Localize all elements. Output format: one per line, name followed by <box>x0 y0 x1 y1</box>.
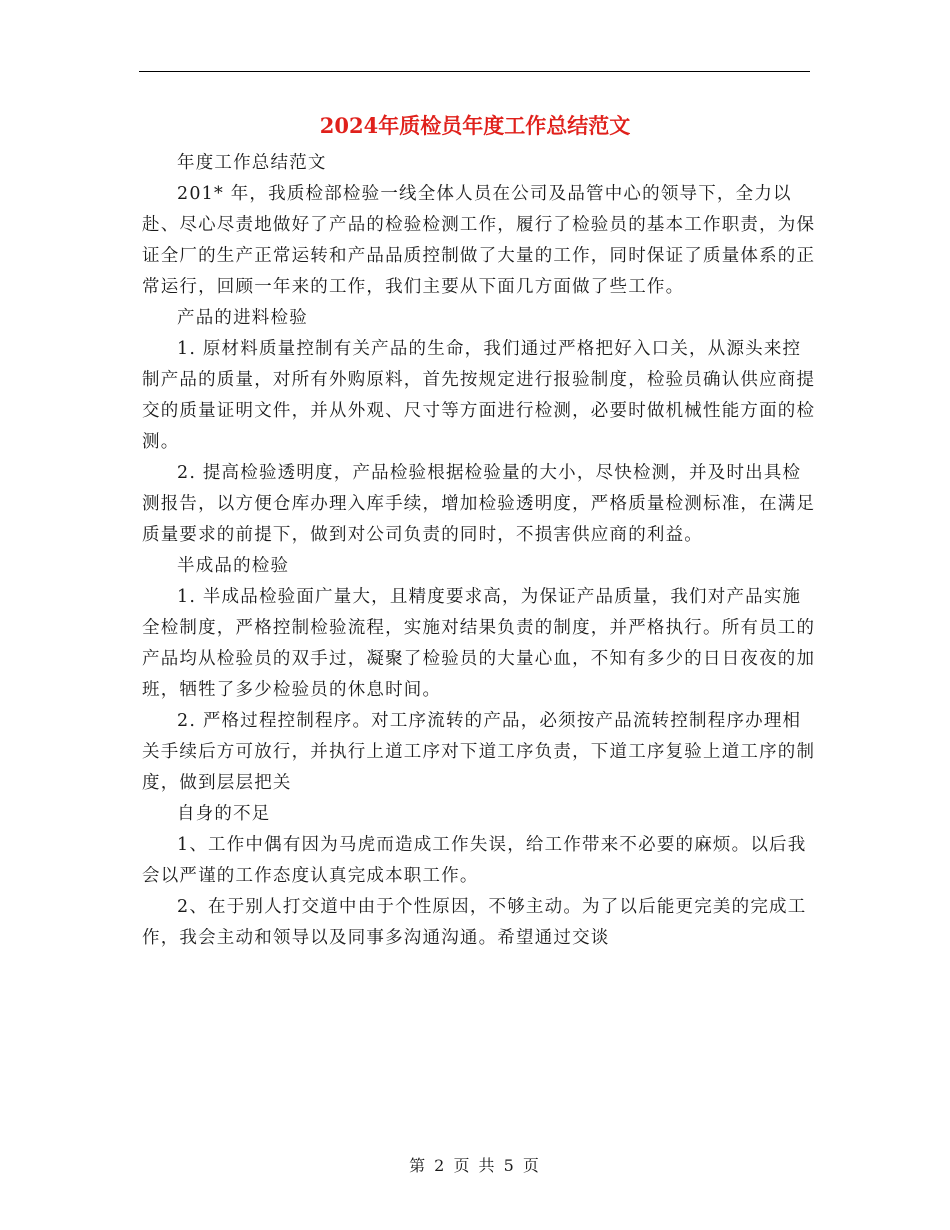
section-heading: 产品的进料检验 <box>177 308 308 328</box>
paragraph: 1、工作中偶有因为马虎而造成工作失误，给工作带来不必要的麻烦。以后我会以严谨的工作态度认真完成本职工作。 <box>142 835 807 886</box>
paragraph: 201* 年，我质检部检验一线全体人员在公司及品管中心的领导下，全力以赴、尽心尽责地做好了产品的检验检测工作，履行了检验员的基本工作职责，为保证全厂的生产正常运转和产品品质控制做了大量的工作，同时保证了质量体系的正常运行，回顾一年来的工作，我们主要从下面几方面做了些工作。 <box>142 184 816 297</box>
document-body <box>142 148 818 954</box>
paragraph-heading: 年度工作总结范文 <box>177 153 327 173</box>
section-heading: 自身的不足 <box>177 804 271 824</box>
section-heading: 半成品的检验 <box>177 556 290 576</box>
paragraph: 1. 原材料质量控制有关产品的生命，我们通过严格把好入口关，从源头来控制产品的质量，对所有外购原料，首先按规定进行报验制度，检验员确认供应商提交的质量证明文件，并从外观、尺寸等方面进行检测，必要时做机械性能方面的检测。 <box>142 339 816 452</box>
header-rule <box>139 71 810 72</box>
page-number: 第 2 页 共 5 页 <box>409 1156 541 1175</box>
paragraph: 2. 提高检验透明度，产品检验根据检验量的大小，尽快检测，并及时出具检测报告，以方便仓库办理入库手续，增加检验透明度，严格质量检测标准，在满足质量要求的前提下，做到对公司负责的同时，不损害供应商的利益。 <box>142 463 816 545</box>
paragraph: 1. 半成品检验面广量大，且精度要求高，为保证产品质量，我们对产品实施全检制度，严格控制检验流程，实施对结果负责的制度，并严格执行。所有员工的产品均从检验员的双手过，凝聚了检验员的大量心血，不知有多少的日日夜夜的加班，牺牲了多少检验员的休息时间。 <box>142 587 816 700</box>
paragraph: 2. 严格过程控制程序。对工序流转的产品，必须按产品流转控制程序办理相关手续后方可放行，并执行上道工序对下道工序负责，下道工序复验上道工序的制度，做到层层把关 <box>142 711 816 793</box>
paragraph: 2、在于别人打交道中由于个性原因，不够主动。为了以后能更完美的完成工作，我会主动和领导以及同事多沟通沟通。希望通过交谈 <box>142 897 807 948</box>
document-title: 2024年质检员年度工作总结范文 <box>319 113 631 138</box>
